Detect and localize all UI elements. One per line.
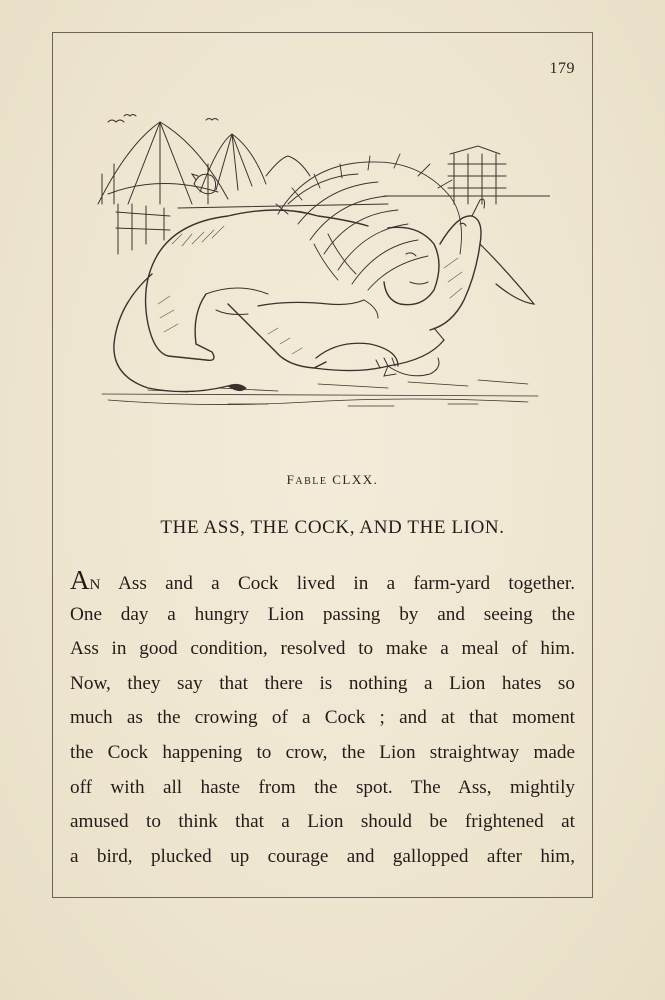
fable-number: [0, 472, 665, 488]
first-line-text: Ass and a Cock lived in a farm-yard together.: [100, 573, 575, 594]
body-line: Ass in good condition, resolved to make a meal of him.: [70, 638, 575, 660]
drop-cap-rest: N: [89, 577, 101, 593]
body-line: much as the crowing of a Cock ; and at that moment: [70, 707, 575, 729]
page-number: 179: [549, 60, 575, 77]
drop-cap: A: [70, 565, 90, 595]
fable-title: THE ASS, THE COCK, AND THE LION.: [160, 517, 505, 538]
body-line: Now, they say that there is nothing a Lion hates so: [70, 672, 575, 694]
body-line: the Cock happening to crow, the Lion straightway made: [70, 741, 575, 763]
body-line: amused to think that a Lion should be frightened at: [70, 811, 575, 833]
fable-label-initial: F: [286, 472, 296, 487]
fable-label-rest: ABLE: [295, 476, 328, 487]
body-line: off with all haste from the spot. The Ass, mightily: [70, 776, 575, 798]
fable-numeral: CLXX.: [332, 472, 379, 487]
fable-body: [70, 563, 575, 874]
body-line: One day a hungry Lion passing by and seeing the: [70, 603, 575, 625]
lion-ass-illustration-icon: [88, 104, 550, 414]
body-line: [70, 563, 575, 598]
body-line: a bird, plucked up courage and gallopped after him,: [70, 845, 575, 867]
